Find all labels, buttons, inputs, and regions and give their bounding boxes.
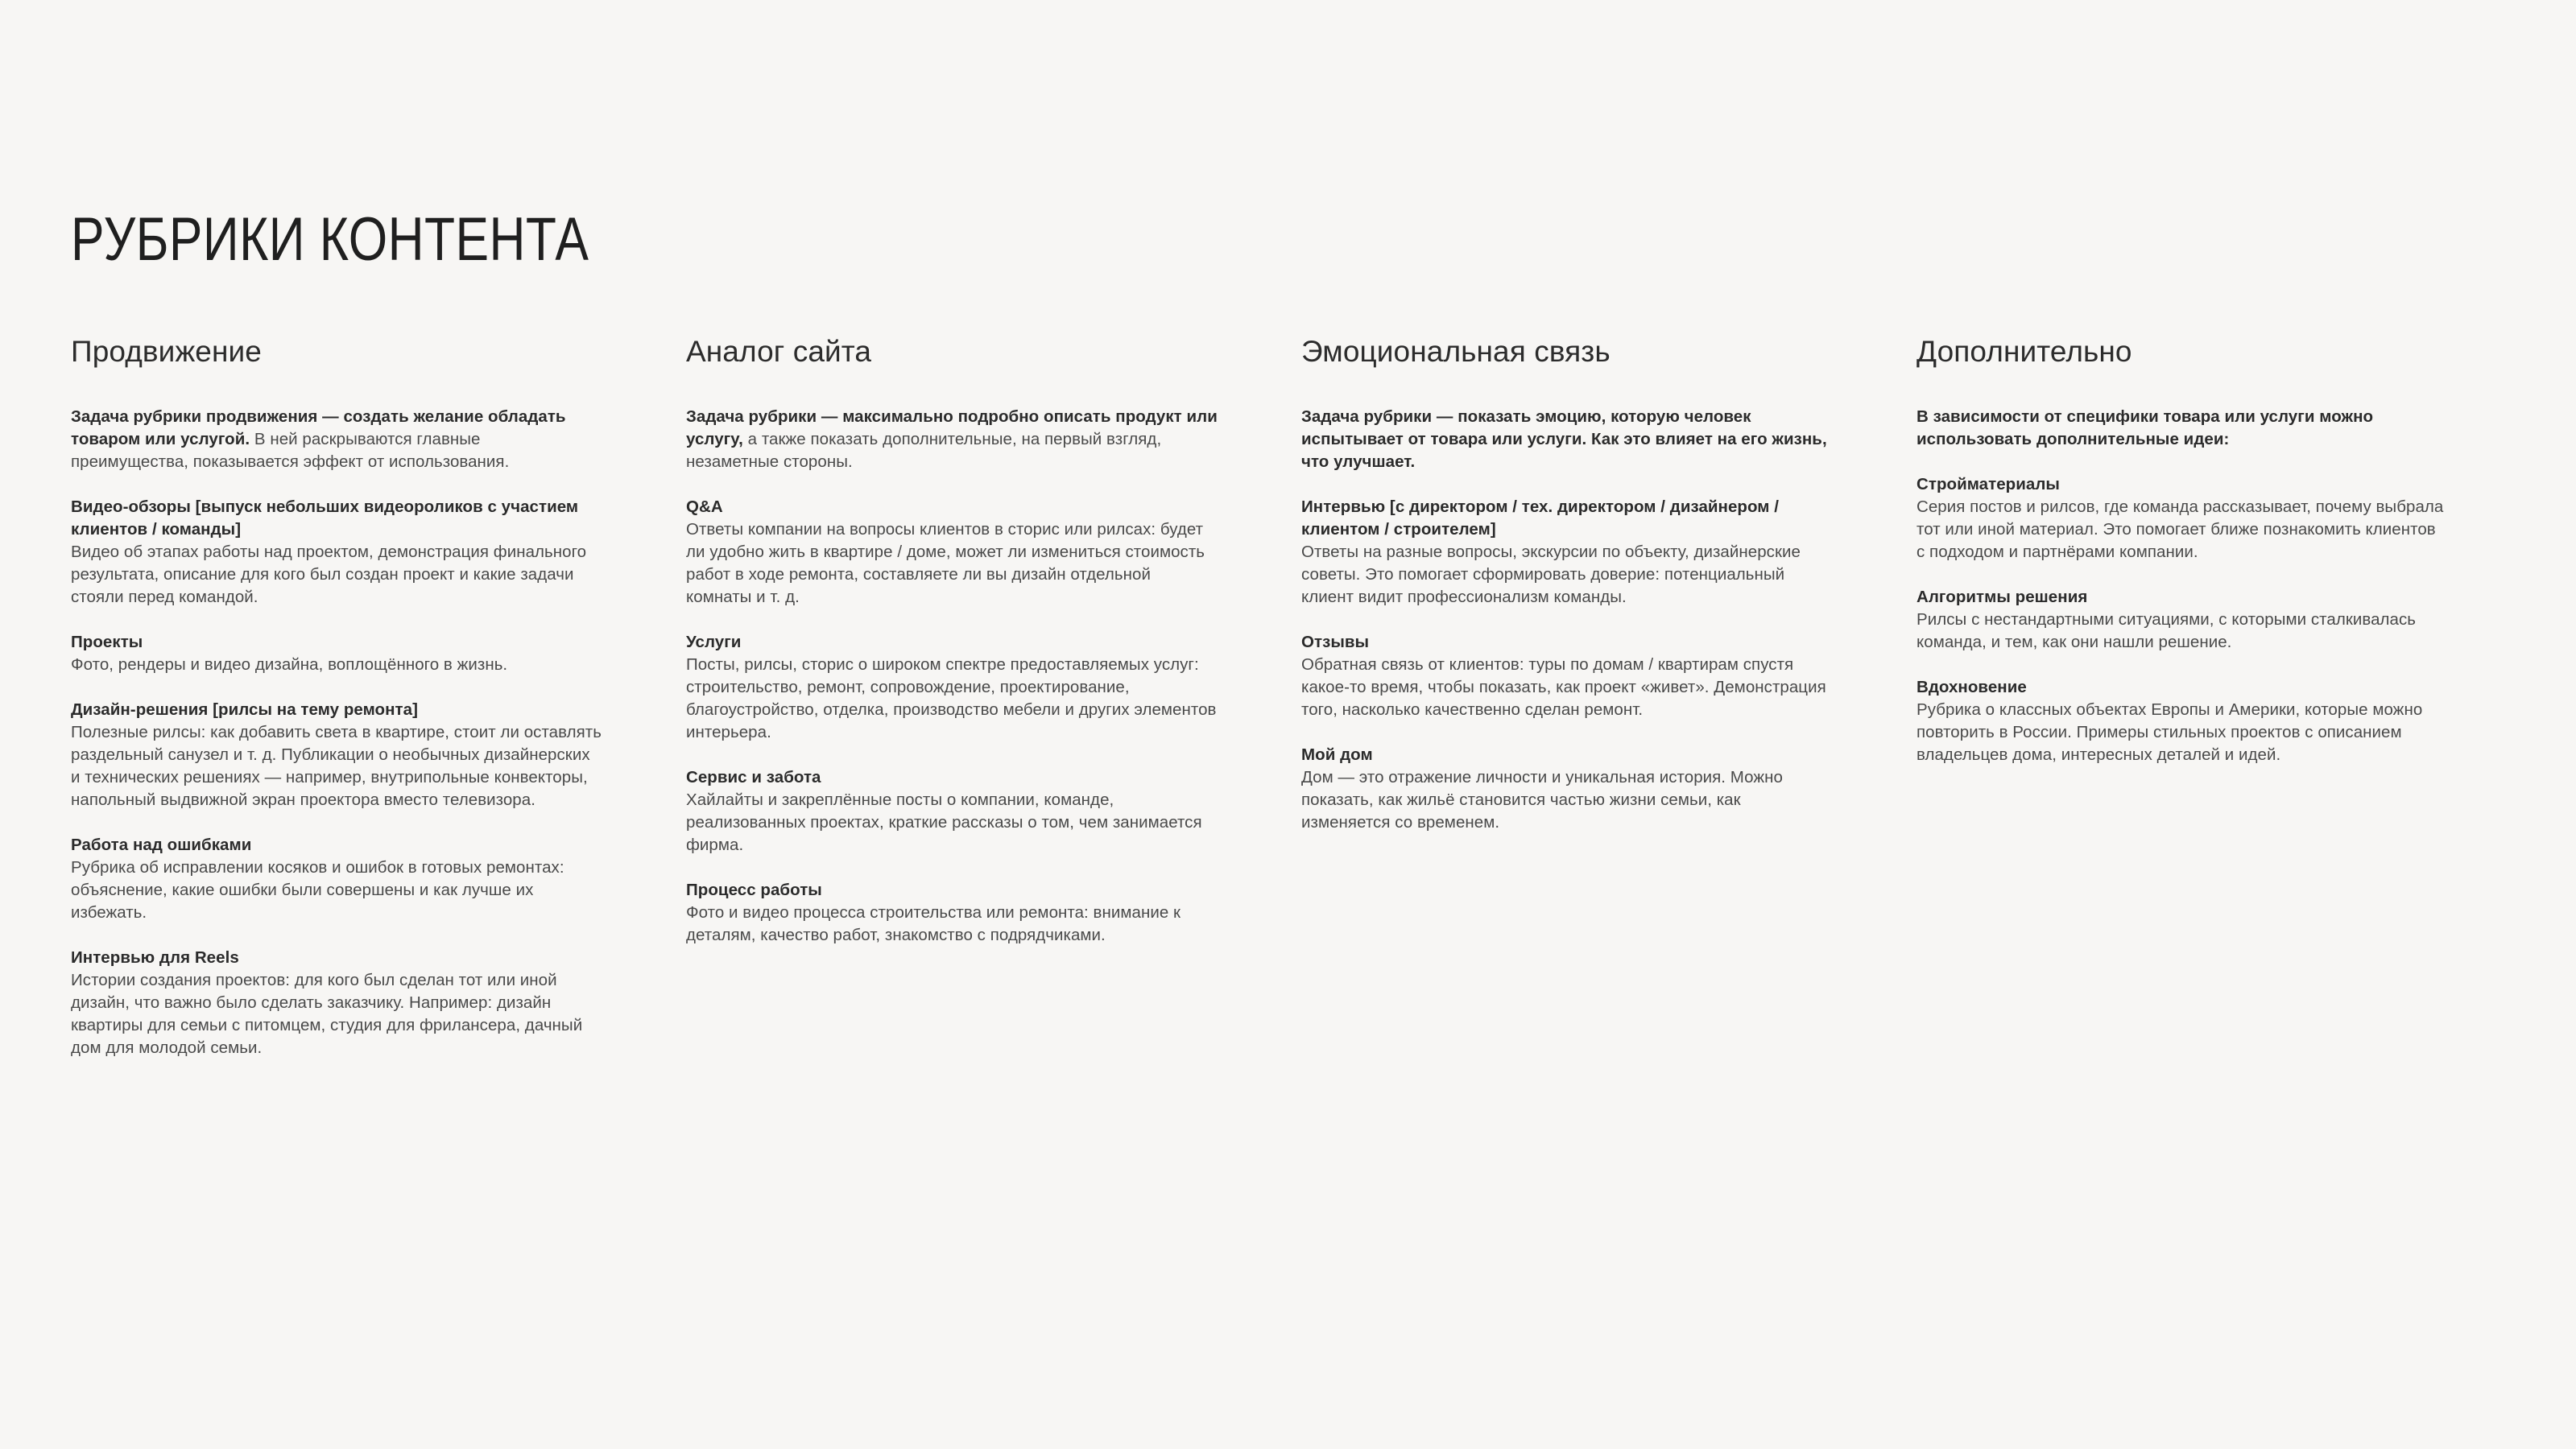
rubric-block <box>1301 406 1833 473</box>
rubric-heading: Отзывы <box>1301 633 1370 651</box>
rubric-block <box>71 406 602 473</box>
rubric-body: Рубрика о классных объектах Европы и Америки, которые можно повторить в России. Примеры стильных проектов с описанием владельцев дома, интересных деталей и идей. <box>1916 700 2423 764</box>
content-column <box>1301 334 1833 834</box>
rubric-lead-paragraph <box>686 406 1218 473</box>
rubric-block <box>686 406 1218 473</box>
rubric-body: Хайлайты и закреплённые посты о компании, команде, реализованных проектах, краткие рассказы о том, чем занимается фирма. <box>686 791 1202 854</box>
rubric-block <box>1301 744 1833 834</box>
column-title: Дополнительно <box>1916 335 2132 368</box>
rubric-body: Рилсы с нестандартными ситуациями, с которыми сталкивалась команда, и тем, как они нашли решение. <box>1916 610 2417 651</box>
rubric-body: Ответы компании на вопросы клиентов в сторис или рилсах: будет ли удобно жить в квартире / доме, может ли измениться стоимость работ в ходе ремонта, составляете ли вы дизайн отдельной комнаты и т. д. <box>686 520 1205 606</box>
rubric-heading: Интервью для Reels <box>71 948 239 967</box>
rubric-block <box>71 947 602 1059</box>
column-title: Продвижение <box>71 335 262 368</box>
rubric-block <box>1916 676 2448 766</box>
rubric-body: Ответы на разные вопросы, экскурсии по объекту, дизайнерские советы. Это помогает сформировать доверие: потенциальный клиент видит профессионализм команды. <box>1301 543 1801 606</box>
rubric-block <box>71 834 602 924</box>
rubric-heading: Сервис и забота <box>686 768 821 786</box>
rubric-bold-paragraph: В зависимости от специфики товара или услуги можно использовать дополнительные идеи: <box>1916 407 2374 448</box>
rubric-body: Видео об этапах работы над проектом, демонстрация финального результата, описание для кого был создан проект и какие задачи стояли перед командой. <box>71 543 587 606</box>
page-title: РУБРИКИ КОНТЕНТА <box>71 204 589 274</box>
content-column <box>1916 334 2448 766</box>
rubric-block <box>1301 496 1833 609</box>
rubric-block <box>1916 473 2448 564</box>
rubric-body: Полезные рилсы: как добавить света в квартире, стоит ли оставлять раздельный санузел и т. д. Публикации о необычных дизайнерских и технических решениях — например, внутрипольные конвекторы, напольный выдвижной экран проектора вместо телевизора. <box>71 723 602 809</box>
rubric-heading: Видео-обзоры [выпуск небольших видеороликов с участием клиентов / команды] <box>71 497 579 539</box>
rubric-heading: Дизайн-решения [рилсы на тему ремонта] <box>71 700 418 719</box>
rubric-lead-paragraph <box>71 406 602 473</box>
columns-container <box>71 334 2511 1059</box>
rubric-block <box>71 699 602 811</box>
rubric-heading: Q&A <box>686 497 723 516</box>
rubric-body: Фото и видео процесса строительства или ремонта: внимание к деталям, качество работ, знакомство с подрядчиками. <box>686 903 1181 944</box>
column-title: Эмоциональная связь <box>1301 335 1611 368</box>
content-column <box>686 334 1218 947</box>
rubric-body: Посты, рилсы, сторис о широком спектре предоставляемых услуг: строительство, ремонт, сопровождение, проектирование, благоустройство, отделка, производство мебели и других элементов интерьера. <box>686 655 1217 741</box>
rubric-block <box>686 879 1218 947</box>
rubric-heading: Вдохновение <box>1916 678 2027 696</box>
rubric-body: Обратная связь от клиентов: туры по домам / квартирам спустя какое-то время, чтобы показать, как проект «живет». Демонстрация того, насколько качественно сделан ремонт. <box>1301 655 1826 719</box>
content-column <box>71 334 602 1059</box>
rubric-block <box>686 766 1218 857</box>
rubric-heading: Услуги <box>686 633 742 651</box>
rubric-heading: Стройматериалы <box>1916 475 2060 493</box>
rubric-heading: Интервью [с директором / тех. директором / дизайнером / клиентом / строителем] <box>1301 497 1780 539</box>
rubric-block <box>71 631 602 676</box>
rubric-heading: Работа над ошибками <box>71 836 252 854</box>
rubric-block <box>1916 586 2448 654</box>
column-title: Аналог сайта <box>686 335 872 368</box>
rubric-lead-strong: Задача рубрики — максимально подробно описать продукт или услугу, <box>686 407 1218 448</box>
rubric-block <box>686 496 1218 609</box>
rubric-block <box>1916 406 2448 451</box>
rubric-body: Дом — это отражение личности и уникальная история. Можно показать, как жильё становится частью жизни семьи, как изменяется со временем. <box>1301 768 1783 832</box>
rubric-body: Рубрика об исправлении косяков и ошибок в готовых ремонтах: объяснение, какие ошибки были совершены и как лучше их избежать. <box>71 858 564 922</box>
rubric-heading: Алгоритмы решения <box>1916 588 2088 606</box>
rubric-body: Истории создания проектов: для кого был сделан тот или иной дизайн, что важно было сделать заказчику. Например: дизайн квартиры для семьи с питомцем, студия для фрилансера, дачный дом для молодой семьи. <box>71 971 583 1057</box>
rubric-heading: Мой дом <box>1301 745 1373 764</box>
rubric-body: Серия постов и рилсов, где команда рассказывает, почему выбрала тот или иной материал. Это помогает ближе познакомить клиентов с подходом и партнёрами компании. <box>1916 497 2444 561</box>
rubric-block <box>686 631 1218 744</box>
rubric-lead-rest: а также показать дополнительные, на первый взгляд, незаметные стороны. <box>686 430 1162 471</box>
rubric-heading: Проекты <box>71 633 143 651</box>
rubric-lead-rest: В ней раскрываются главные преимущества, показывается эффект от использования. <box>71 430 510 471</box>
rubric-body: Фото, рендеры и видео дизайна, воплощённого в жизнь. <box>71 655 508 674</box>
rubric-block <box>1301 631 1833 721</box>
rubric-heading: Процесс работы <box>686 881 822 899</box>
rubric-bold-paragraph: Задача рубрики — показать эмоцию, которую человек испытывает от товара или услуги. Как это влияет на его жизнь, что улучшает. <box>1301 407 1827 471</box>
rubric-lead-strong: Задача рубрики продвижения — создать желание обладать товаром или услугой. <box>71 407 566 448</box>
rubric-block <box>71 496 602 609</box>
